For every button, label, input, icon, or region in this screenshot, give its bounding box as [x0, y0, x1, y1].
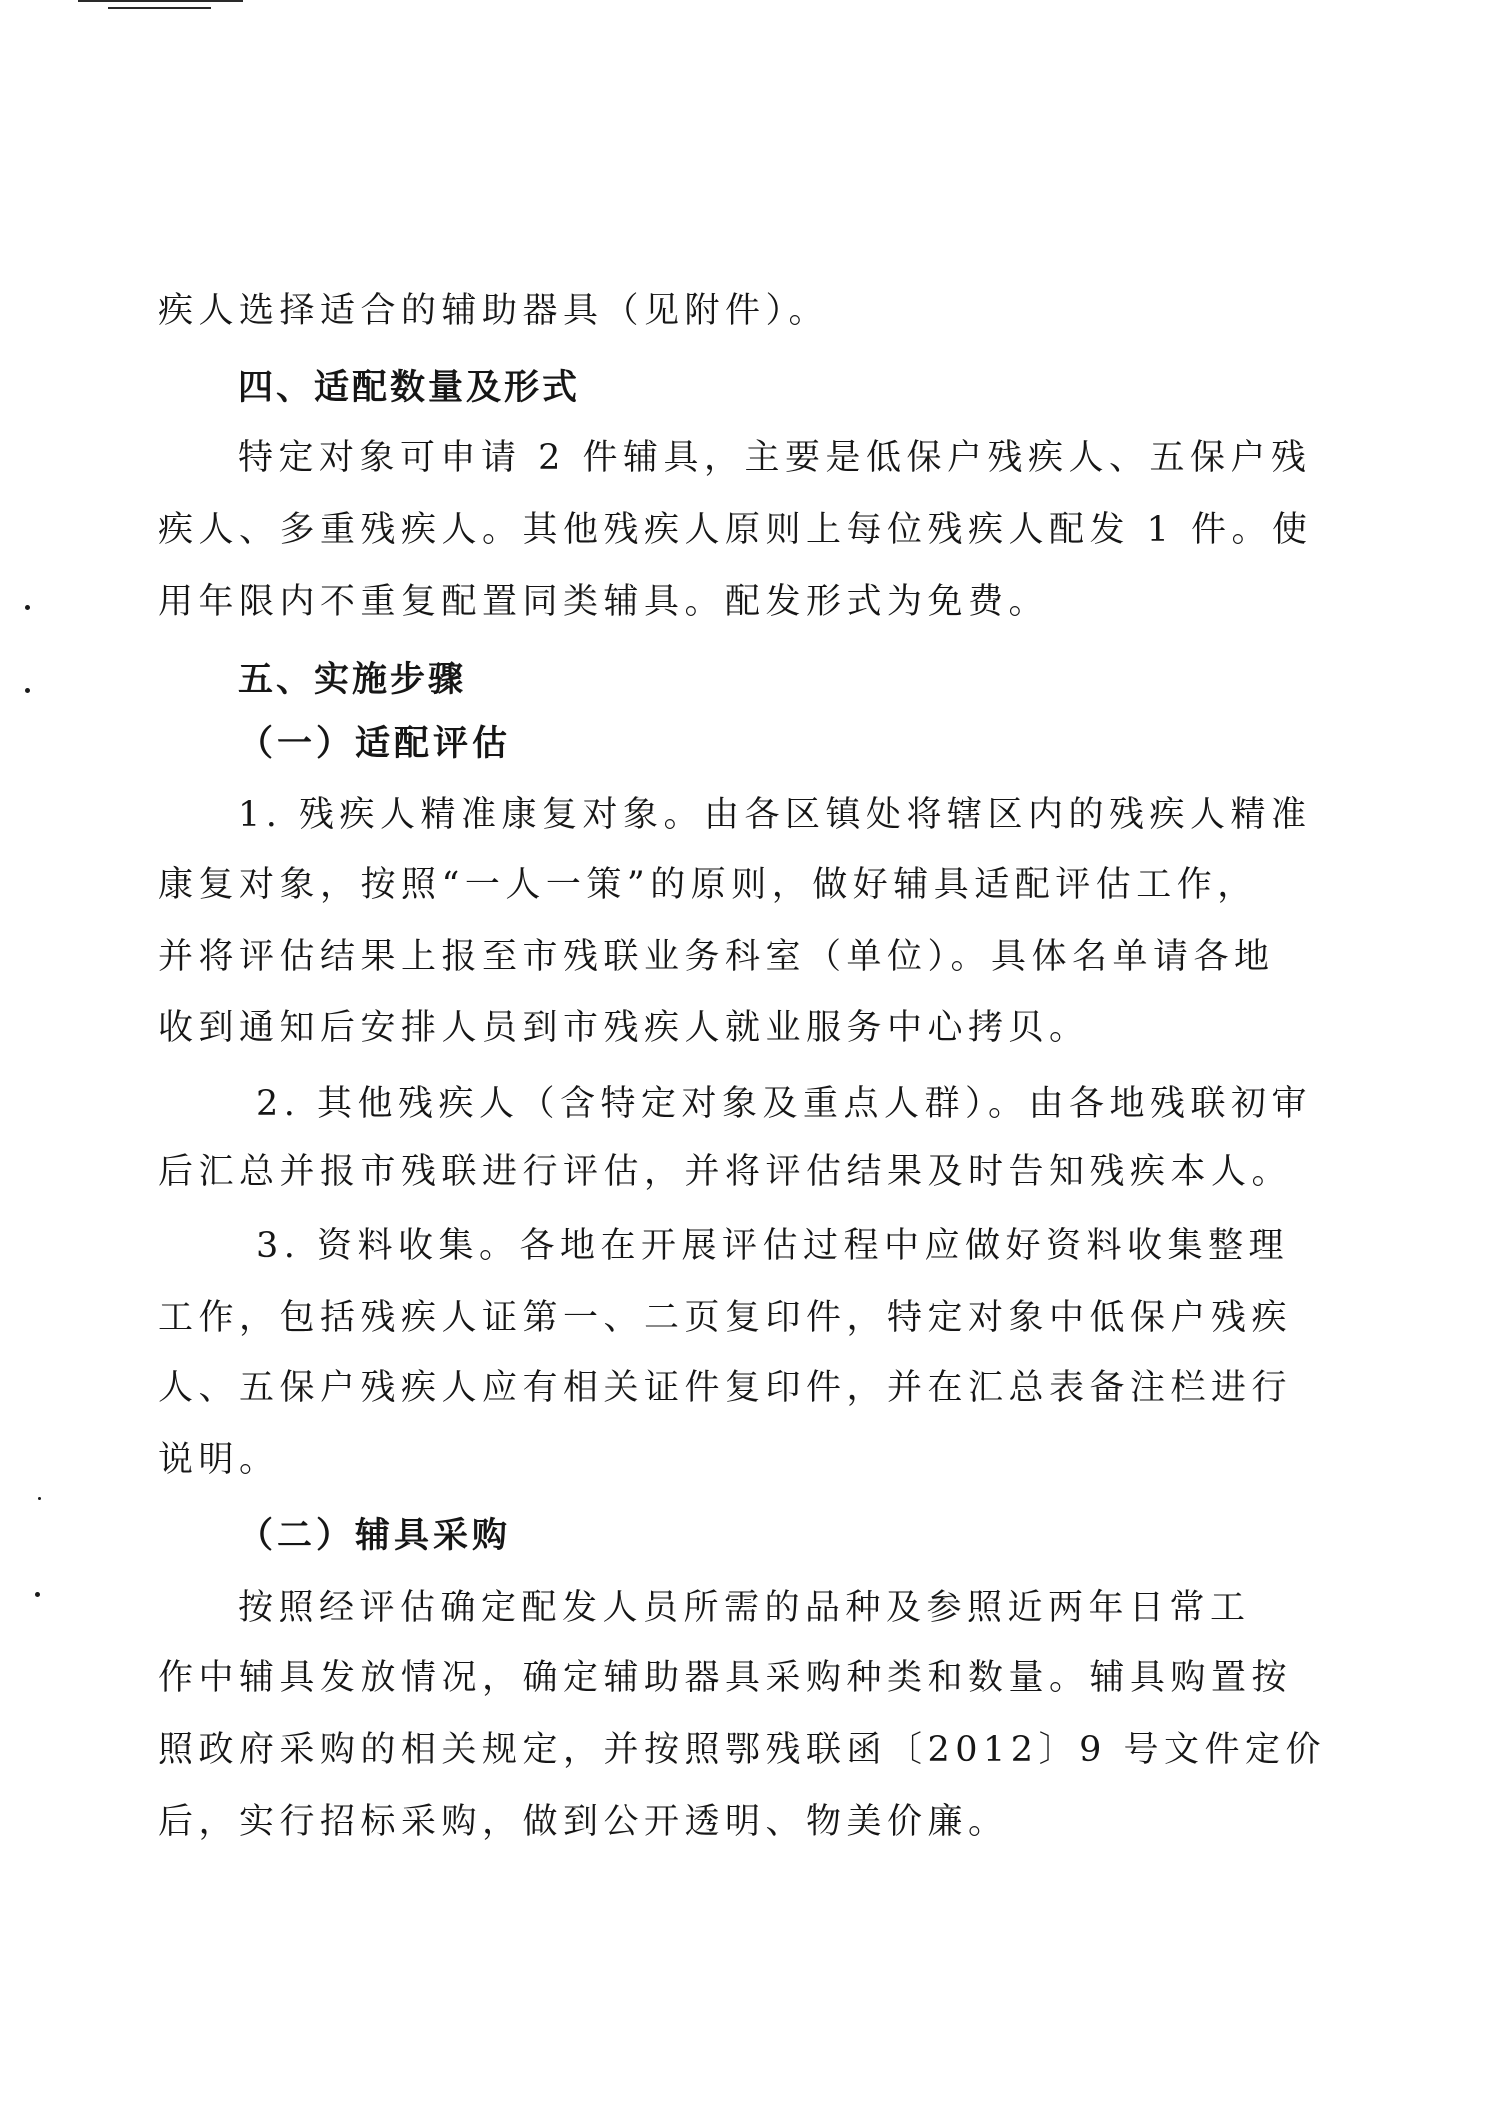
body-line: 特定对象可申请 2 件辅具，主要是低保户残疾人、五保户残: [238, 438, 1312, 478]
subsection-heading: （二）辅具采购: [238, 1516, 512, 1556]
body-line: 按照经评估确定配发人员所需的品种及参照近两年日常工: [238, 1588, 1251, 1628]
body-line: 后汇总并报市残联进行评估，并将评估结果及时告知残疾本人。: [158, 1152, 1293, 1192]
body-line: 用年限内不重复配置同类辅具。配发形式为免费。: [158, 582, 1050, 622]
body-line: 工作，包括残疾人证第一、二页复印件，特定对象中低保户残疾: [158, 1298, 1293, 1338]
subsection-heading: （一）适配评估: [238, 724, 512, 764]
body-line: 作中辅具发放情况，确定辅助器具采购种类和数量。辅具购置按: [158, 1658, 1293, 1698]
body-line: 3. 资料收集。各地在开展评估过程中应做好资料收集整理: [256, 1226, 1290, 1266]
section-heading: 五、实施步骤: [238, 660, 467, 700]
body-line: 收到通知后安排人员到市残疾人就业服务中心拷贝。: [158, 1008, 1090, 1048]
body-line: 后，实行招标采购，做到公开透明、物美价廉。: [158, 1802, 1009, 1842]
body-line: 1. 残疾人精准康复对象。由各区镇处将辖区内的残疾人精准: [238, 795, 1312, 835]
body-line: 说明。: [158, 1440, 280, 1480]
body-line: 疾人、多重残疾人。其他残疾人原则上每位残疾人配发 1 件。使: [158, 510, 1313, 550]
body-line: 并将评估结果上报至市残联业务科室（单位）。具体名单请各地: [158, 937, 1275, 977]
body-line: 疾人选择适合的辅助器具（见附件）。: [158, 291, 830, 331]
body-line: 2. 其他残疾人（含特定对象及重点人群）。由各地残联初审: [256, 1084, 1313, 1124]
body-line: 康复对象，按照“一人一策”的原则，做好辅具适配评估工作，: [158, 865, 1258, 905]
body-line: 人、五保户残疾人应有相关证件复印件，并在汇总表备注栏进行: [158, 1368, 1293, 1408]
body-line: 照政府采购的相关规定，并按照鄂残联函〔2012〕9 号文件定价: [158, 1730, 1326, 1770]
section-heading: 四、适配数量及形式: [238, 368, 581, 408]
